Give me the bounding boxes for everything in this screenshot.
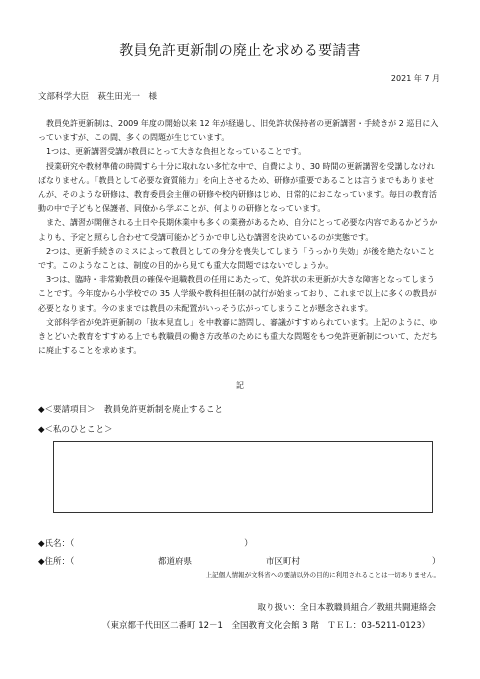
address-prefecture-label: 都道府県 <box>158 557 193 567</box>
address-close: ） <box>432 557 441 567</box>
address-city-label: 市区町村 <box>266 557 301 567</box>
paragraph: 教員免許更新制は、2009 年度の開始以来 12 年が経過し、旧免許状保持者の更新講習・手続きが 2 巡目に入っていますが、この間、多くの問題が生じています。 <box>38 119 439 143</box>
comment-box[interactable] <box>53 441 433 513</box>
paragraph: また、講習が開催される土日や長期休業中も多くの業務があるため、自分にとって必要な内容であるかどうかよりも、予定と照らし合わせて受講可能かどうかで申し込む講習を決めているのが実態です。 <box>38 218 438 242</box>
paragraph: 1つは、更新講習受講が教員にとって大きな負担となっていることです。 <box>46 147 307 157</box>
document-body <box>38 117 442 358</box>
paragraph: 2つは、更新手続きのミスによって教員としての身分を喪失してしまう「うっかり失効」が後を絶たないことです。このようなことは、制度の目的から見ても重大な問題ではないでしょうか。 <box>38 246 436 271</box>
address-prefix: ◆住所：（ <box>38 557 75 567</box>
ki-heading: 記 <box>236 381 244 390</box>
paragraph: 授業研究や教材準備の時間すら十分に取れない多忙な中で、自費により、30 時間の更新講習を受講しなければなりません。「教員として必要な資質能力」を向上させるため、研修が重要であることは言うまでもありませんが、そのような研修は、教育委員会主催の研修や校内研修はじめ、日常的におこなっています。毎日の教育活動の中で子どもと保護者、同僚から学ぶことが、何よりの研修となっています。 <box>38 161 438 214</box>
paragraph: 3つは、臨時・非常勤教員の確保や退職教員の任用にあたって、免許状の未更新が大きな障害となってしまうことです。今年度から小学校での 35 人学級や教科担任制の試行が始まっており、これまで以上に多くの教員が必要となります。今のままでは教員の未配置がいっそう広がってしまうことが懸念されます。 <box>38 275 437 313</box>
handler: 取り扱い：全日本教職員組合／教組共闘連絡会 <box>257 603 436 613</box>
contact-info: （東京都千代田区二番町 12－1 全国教育文化会館 3 階 ＴＥＬ：03-5211-0123） <box>102 621 430 631</box>
address-field[interactable] <box>38 555 442 567</box>
privacy-note: 上記個人情報が文科省への要請以外の目的に利用されることは一切ありません。 <box>205 571 440 579</box>
paragraph: 文部科学省が免許更新制の「抜本見直し」を中教審に諮問し、審議がすすめられています。上記のように、ゆきとどいた教育をすすめる上でも教職員の働き方改革のためにも重大な問題をもつ免許更新制について、ただちに廃止することを求めます。 <box>38 317 438 356</box>
comment-label: ◆＜私のひとこと＞ <box>38 425 113 435</box>
document-date: 2021 年 7 月 <box>390 74 440 83</box>
name-field[interactable]: ◆氏名：（ ） <box>38 539 253 549</box>
addressee: 文部科学大臣 萩生田光一 様 <box>38 92 158 102</box>
request-item: ◆＜要請項目＞ 教員免許更新制を廃止すること <box>38 405 224 415</box>
document-title: 教員免許更新制の廃止を求める要請書 <box>119 43 361 59</box>
